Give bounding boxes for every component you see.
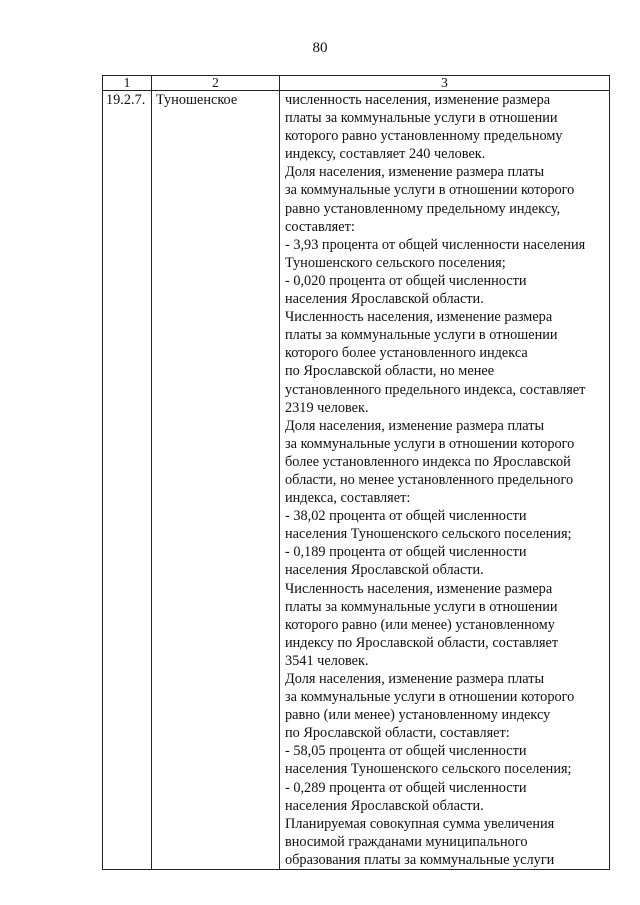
settlement-name-cell: Туношенское <box>152 91 280 870</box>
description-line: индексу по Ярославской области, составляет <box>285 634 559 651</box>
description-line: населения Ярославской области. <box>285 291 484 308</box>
description-line: индексу, составляет 240 человек. <box>285 146 486 163</box>
column-header-2: 2 <box>152 76 280 91</box>
column-header-1: 1 <box>103 76 152 91</box>
description-line: платы за коммунальные услуги в отношении <box>285 327 558 344</box>
description-line: населения Ярославской области. <box>285 797 484 814</box>
description-line: населения Туношенского сельского поселения; <box>285 526 572 543</box>
document-table <box>102 75 610 870</box>
description-line: составляет: <box>285 218 355 235</box>
table-header-row <box>103 76 610 91</box>
description-line: области, но менее установленного предельного <box>285 471 574 488</box>
description-line: 3541 человек. <box>285 652 369 669</box>
description-line: по Ярославской области, составляет: <box>285 725 510 742</box>
description-line: которого равно (или менее) установленному <box>285 616 555 633</box>
description-line: Численность населения, изменение размера <box>285 580 553 597</box>
description-line: численность населения, изменение размера <box>285 92 551 108</box>
description-line: Доля населения, изменение размера платы <box>285 164 545 181</box>
description-line: Туношенского сельского поселения; <box>285 254 506 271</box>
description-line: которого более установленного индекса <box>285 345 528 362</box>
description-line: равно установленному предельному индексу, <box>285 200 561 217</box>
description-line: платы за коммунальные услуги в отношении <box>285 598 558 615</box>
description-line: - 0,020 процента от общей численности <box>285 272 527 289</box>
description-line: по Ярославской области, но менее <box>285 363 495 380</box>
description-line: Доля населения, изменение размера платы <box>285 417 545 434</box>
description-line: - 38,02 процента от общей численности <box>285 508 527 525</box>
description-line: населения Ярославской области. <box>285 562 484 579</box>
description-line: Планируемая совокупная сумма увеличения <box>285 815 555 832</box>
row-number-cell: 19.2.7. <box>103 91 152 870</box>
description-line: установленного предельного индекса, составляет <box>285 381 586 398</box>
page-number: 80 <box>312 40 328 56</box>
description-line: равно (или менее) установленному индексу <box>285 707 551 724</box>
description-line: 2319 человек. <box>285 399 369 416</box>
description-line: Численность населения, изменение размера <box>285 309 553 326</box>
description-line: образования платы за коммунальные услуги <box>285 851 555 868</box>
description-line: за коммунальные услуги в отношении которого <box>285 689 575 706</box>
description-line: которого равно установленному предельному <box>285 128 563 145</box>
description-line: населения Туношенского сельского поселения; <box>285 761 572 778</box>
column-header-3: 3 <box>280 76 610 91</box>
description-line: за коммунальные услуги в отношении которого <box>285 182 575 199</box>
description-cell <box>280 91 610 870</box>
description-line: индекса, составляет: <box>285 490 411 507</box>
table-row <box>103 91 610 870</box>
description-line: более установленного индекса по Ярославской <box>285 453 571 470</box>
description-line: вносимой гражданами муниципального <box>285 833 528 850</box>
description-line: - 0,289 процента от общей численности <box>285 779 527 796</box>
description-line: Доля населения, изменение размера платы <box>285 671 545 687</box>
description-line: - 3,93 процента от общей численности населения <box>285 236 586 253</box>
description-line: за коммунальные услуги в отношении которого <box>285 435 575 452</box>
description-line: платы за коммунальные услуги в отношении <box>285 110 558 127</box>
description-line: - 58,05 процента от общей численности <box>285 743 527 760</box>
description-line: - 0,189 процента от общей численности <box>285 544 527 561</box>
